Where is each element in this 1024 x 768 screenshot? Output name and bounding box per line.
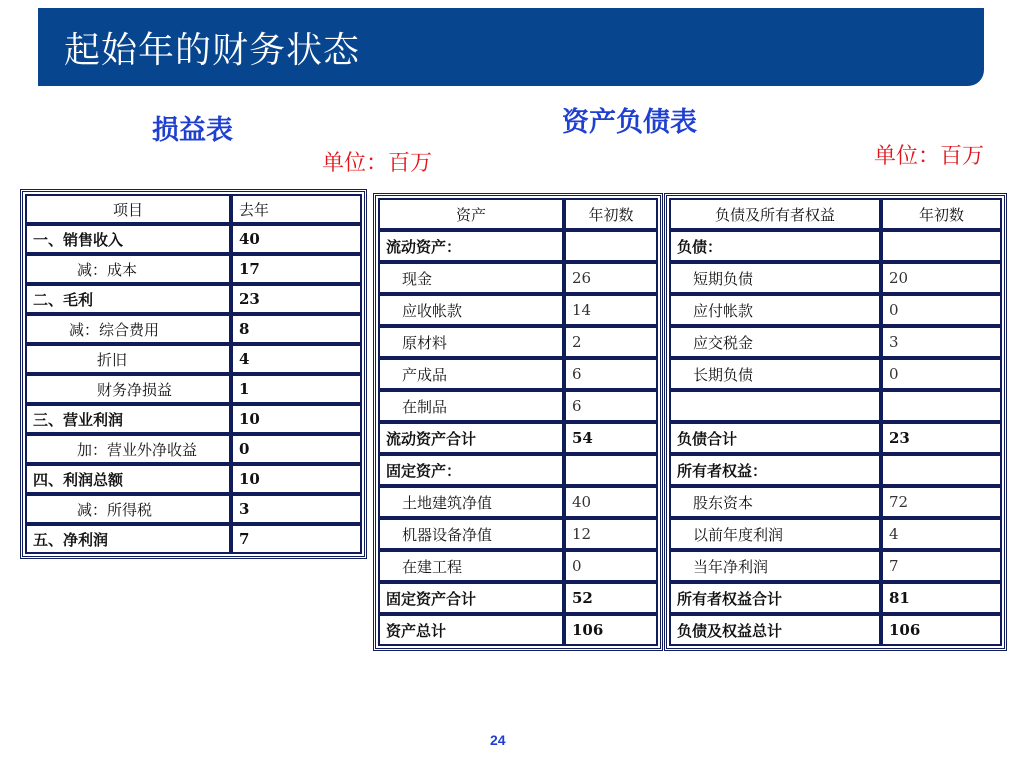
table-row <box>378 486 658 518</box>
table-row <box>25 374 362 404</box>
column-header: 去年 <box>231 194 362 224</box>
row-value: 72 <box>881 486 1002 518</box>
table-row <box>669 390 1002 422</box>
table-row <box>25 254 362 284</box>
row-value: 4 <box>231 344 362 374</box>
table-header-row <box>25 194 362 224</box>
row-label: 固定资产合计 <box>378 582 564 614</box>
row-label: 以前年度利润 <box>669 518 881 550</box>
table-row <box>669 262 1002 294</box>
row-value: 2 <box>564 326 658 358</box>
column-header: 项目 <box>25 194 231 224</box>
table-row <box>378 614 658 646</box>
table-row <box>378 262 658 294</box>
row-value <box>564 454 658 486</box>
row-value: 0 <box>881 358 1002 390</box>
table-row <box>25 464 362 494</box>
row-label <box>669 390 881 422</box>
table-row <box>669 454 1002 486</box>
row-label: 流动资产： <box>378 230 564 262</box>
row-label: 减：所得税 <box>25 494 231 524</box>
table-row <box>378 550 658 582</box>
income-statement-table <box>20 189 367 559</box>
row-label: 所有者权益合计 <box>669 582 881 614</box>
row-label: 负债： <box>669 230 881 262</box>
row-value: 17 <box>231 254 362 284</box>
column-header: 负债及所有者权益 <box>669 198 881 230</box>
row-label: 负债及权益总计 <box>669 614 881 646</box>
row-label: 短期负债 <box>669 262 881 294</box>
row-label: 流动资产合计 <box>378 422 564 454</box>
row-label: 二、毛利 <box>25 284 231 314</box>
table-header-row <box>669 198 1002 230</box>
row-label: 应交税金 <box>669 326 881 358</box>
table-row <box>25 284 362 314</box>
row-value: 6 <box>564 358 658 390</box>
row-value <box>881 390 1002 422</box>
row-label: 应收帐款 <box>378 294 564 326</box>
row-value: 4 <box>881 518 1002 550</box>
row-value: 7 <box>231 524 362 554</box>
row-label: 所有者权益： <box>669 454 881 486</box>
table-row <box>378 358 658 390</box>
table-row <box>25 404 362 434</box>
table-header-row <box>378 198 658 230</box>
row-value: 8 <box>231 314 362 344</box>
page-number: 24 <box>490 732 506 748</box>
liabilities-equity-table <box>664 193 1007 651</box>
row-label: 减：综合费用 <box>25 314 231 344</box>
income-unit-label: 单位：百万 <box>322 151 433 176</box>
row-label: 资产总计 <box>378 614 564 646</box>
row-value: 106 <box>564 614 658 646</box>
table-row <box>669 486 1002 518</box>
row-value: 12 <box>564 518 658 550</box>
row-value: 10 <box>231 464 362 494</box>
title-bar <box>38 8 984 86</box>
row-value: 26 <box>564 262 658 294</box>
table-row <box>669 614 1002 646</box>
table-row <box>25 314 362 344</box>
row-label: 减：成本 <box>25 254 231 284</box>
table-row <box>378 230 658 262</box>
row-value: 0 <box>881 294 1002 326</box>
row-label: 现金 <box>378 262 564 294</box>
row-label: 应付帐款 <box>669 294 881 326</box>
column-header: 年初数 <box>881 198 1002 230</box>
table-row <box>25 494 362 524</box>
row-value <box>881 230 1002 262</box>
row-label: 三、营业利润 <box>25 404 231 434</box>
table-row <box>378 326 658 358</box>
table-row <box>669 326 1002 358</box>
table-row <box>25 344 362 374</box>
row-value: 106 <box>881 614 1002 646</box>
row-value: 3 <box>231 494 362 524</box>
row-value: 6 <box>564 390 658 422</box>
row-value: 40 <box>231 224 362 254</box>
table-row <box>669 230 1002 262</box>
row-label: 股东资本 <box>669 486 881 518</box>
row-label: 五、净利润 <box>25 524 231 554</box>
row-label: 土地建筑净值 <box>378 486 564 518</box>
row-value <box>564 230 658 262</box>
row-label: 当年净利润 <box>669 550 881 582</box>
table-row <box>25 224 362 254</box>
table-row <box>669 518 1002 550</box>
row-label: 长期负债 <box>669 358 881 390</box>
table-row <box>669 422 1002 454</box>
row-value: 14 <box>564 294 658 326</box>
table-row <box>378 582 658 614</box>
column-header: 资产 <box>378 198 564 230</box>
row-value: 52 <box>564 582 658 614</box>
row-label: 在制品 <box>378 390 564 422</box>
table-row <box>378 454 658 486</box>
table-row <box>378 518 658 550</box>
row-value: 81 <box>881 582 1002 614</box>
row-label: 负债合计 <box>669 422 881 454</box>
table-row <box>669 358 1002 390</box>
row-label: 折旧 <box>25 344 231 374</box>
table-row <box>378 294 658 326</box>
row-label: 加：营业外净收益 <box>25 434 231 464</box>
balance-unit-label: 单位：百万 <box>874 144 985 169</box>
row-value: 23 <box>881 422 1002 454</box>
page-title: 起始年的财务状态 <box>64 30 361 71</box>
row-value: 0 <box>564 550 658 582</box>
row-value: 40 <box>564 486 658 518</box>
row-value: 10 <box>231 404 362 434</box>
row-value: 3 <box>881 326 1002 358</box>
row-label: 财务净损益 <box>25 374 231 404</box>
table-row <box>378 390 658 422</box>
row-label: 机器设备净值 <box>378 518 564 550</box>
income-statement-heading: 损益表 <box>152 115 233 146</box>
row-value: 0 <box>231 434 362 464</box>
table-row <box>25 524 362 554</box>
row-label: 产成品 <box>378 358 564 390</box>
row-value: 7 <box>881 550 1002 582</box>
column-header: 年初数 <box>564 198 658 230</box>
row-label: 在建工程 <box>378 550 564 582</box>
row-value: 20 <box>881 262 1002 294</box>
row-label: 固定资产： <box>378 454 564 486</box>
table-row <box>669 550 1002 582</box>
table-row <box>378 422 658 454</box>
row-label: 一、销售收入 <box>25 224 231 254</box>
assets-table <box>373 193 663 651</box>
balance-sheet-heading: 资产负债表 <box>562 107 697 138</box>
row-label: 原材料 <box>378 326 564 358</box>
table-row <box>25 434 362 464</box>
row-value <box>881 454 1002 486</box>
row-value: 23 <box>231 284 362 314</box>
table-row <box>669 294 1002 326</box>
table-row <box>669 582 1002 614</box>
row-value: 54 <box>564 422 658 454</box>
row-label: 四、利润总额 <box>25 464 231 494</box>
row-value: 1 <box>231 374 362 404</box>
